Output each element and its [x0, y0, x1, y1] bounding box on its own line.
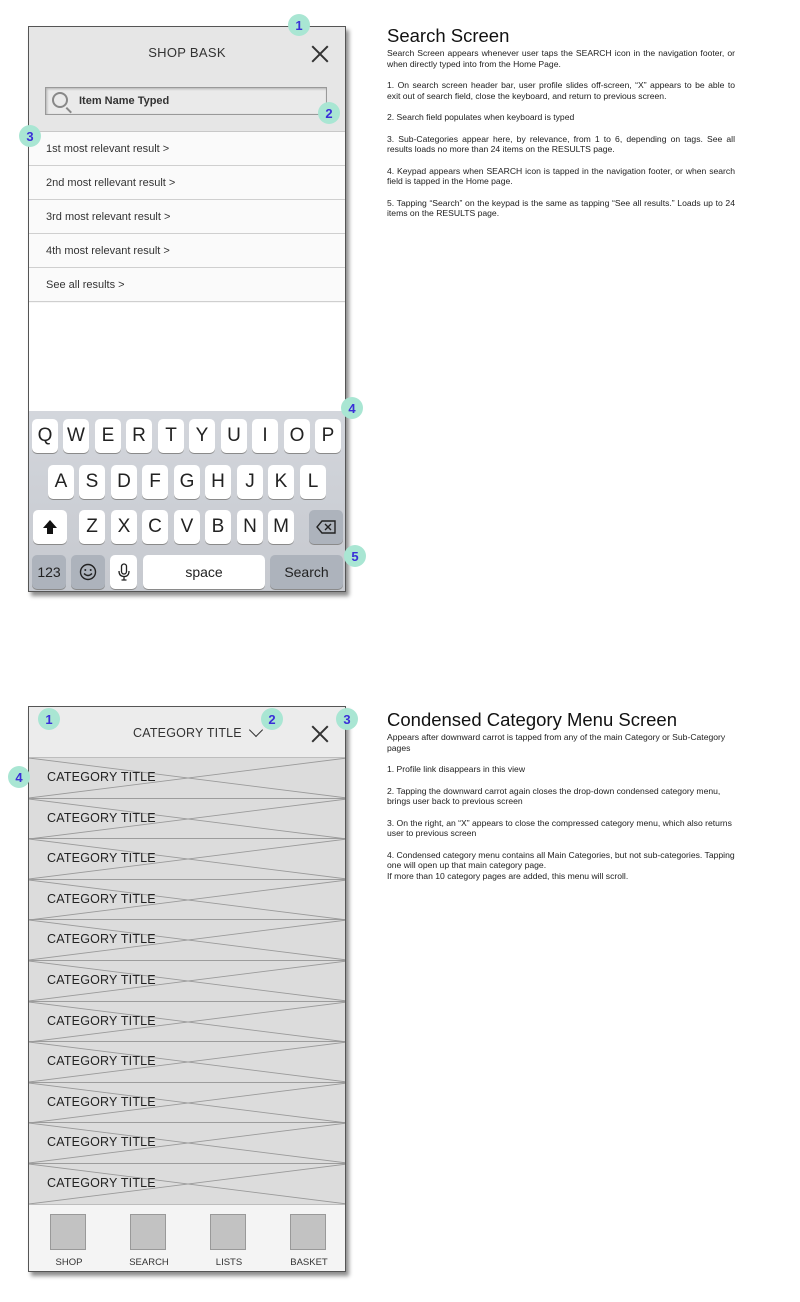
footer-label: LISTS	[215, 1257, 243, 1268]
category-row[interactable]	[29, 880, 345, 921]
empty-space	[29, 303, 345, 411]
category-row[interactable]	[29, 758, 345, 799]
annotation-badge-2: 2	[261, 708, 283, 730]
numbers-key[interactable]: 123	[32, 555, 66, 589]
category-row[interactable]	[29, 1164, 345, 1205]
keyboard	[29, 411, 345, 592]
key-m[interactable]: M	[268, 510, 294, 544]
notes-paragraph: 4. Condensed category menu contains all Main Categories, but not sub-categories. Tapping one will open up that main category page. If more than 10 category pages are added, this menu will scroll.	[387, 849, 735, 881]
notes-paragraph: 3. Sub-Categories appear here, by relevance, from 1 to 6, depending on tags. See all results loads no more than 24 items on the RESULTS page.	[387, 133, 735, 155]
category-row-label: CATEGORY TITLE	[47, 1135, 156, 1150]
shift-key[interactable]	[33, 510, 67, 544]
see-all-results-link[interactable]: See all results >	[29, 268, 345, 302]
category-row-label: CATEGORY TITLE	[47, 1176, 156, 1190]
search-icon	[52, 92, 68, 108]
key-r[interactable]: R	[126, 419, 152, 453]
footer-basket[interactable]	[269, 1205, 346, 1272]
category-row-label: CATEGORY TITLE	[47, 1054, 156, 1069]
notes-paragraph: Appears after downward carrot is tapped from any of the main Category or Sub-Category pages	[387, 732, 726, 753]
footer-label: SHOP	[55, 1257, 83, 1268]
annotation-badge-1: 1	[288, 14, 310, 36]
category-row[interactable]	[29, 1083, 345, 1124]
shift-icon	[42, 519, 58, 535]
search-result-item[interactable]: 4th most relevant result >	[29, 234, 345, 268]
category-row[interactable]	[29, 1042, 345, 1083]
notes-paragraph: 3. On the right, an “X” appears to close the compressed category menu, which also returns user to previous screen	[387, 817, 732, 839]
annotation-badge-4: 4	[8, 766, 30, 788]
key-y[interactable]: Y	[189, 419, 215, 453]
footer-search[interactable]	[109, 1205, 189, 1272]
key-v[interactable]: V	[174, 510, 200, 544]
category-screen-notes	[387, 710, 735, 892]
annotation-badge-4: 4	[341, 397, 363, 419]
search-input[interactable]	[45, 87, 327, 115]
key-w[interactable]: W	[63, 419, 89, 453]
notes-paragraph: 5. Tapping “Search” on the keypad is the same as tapping “See all results.” Loads up to 24 items on the RESULTS page.	[387, 197, 735, 219]
emoji-icon	[79, 563, 97, 581]
key-z[interactable]: Z	[79, 510, 105, 544]
notes-paragraph: 4. Keypad appears when SEARCH icon is tapped in the navigation footer, or when search field is tapped in the Home page.	[387, 165, 735, 187]
search-input-value: Item Name Typed	[79, 95, 170, 107]
category-row-label: CATEGORY TITLE	[47, 932, 156, 947]
key-j[interactable]: J	[237, 465, 263, 499]
lists-icon	[210, 1214, 246, 1250]
key-g[interactable]: G	[174, 465, 200, 499]
footer-label: BASKET	[290, 1257, 328, 1268]
key-p[interactable]: P	[315, 419, 341, 453]
key-n[interactable]: N	[237, 510, 263, 544]
category-menu-mockup	[28, 706, 346, 1272]
notes-title: Condensed Category Menu Screen	[387, 709, 678, 730]
space-key[interactable]: space	[143, 555, 265, 589]
notes-paragraph: Search Screen appears whenever user taps the SEARCH icon in the navigation footer, or when directly typed into from the Home Page.	[387, 48, 735, 69]
key-e[interactable]: E	[95, 419, 121, 453]
category-header-bar	[29, 707, 345, 758]
backspace-icon	[316, 520, 336, 534]
category-row-label: CATEGORY TITLE	[47, 1013, 156, 1028]
annotation-badge-1: 1	[38, 708, 60, 730]
key-c[interactable]: C	[142, 510, 168, 544]
search-screen-notes	[387, 26, 735, 230]
category-row-label: CATEGORY TITLE	[47, 973, 156, 987]
footer-label: SEARCH	[129, 1257, 169, 1268]
category-row-label: CATEGORY TITLE	[47, 851, 156, 866]
footer-lists[interactable]	[189, 1205, 269, 1272]
basket-icon	[290, 1214, 326, 1250]
annotation-badge-3: 3	[19, 125, 41, 147]
search-result-item[interactable]: 2nd most rellevant result >	[29, 166, 345, 200]
search-key[interactable]: Search	[270, 555, 343, 589]
key-s[interactable]: S	[79, 465, 105, 499]
search-result-item[interactable]: 1st most relevant result >	[29, 132, 345, 166]
search-icon	[130, 1214, 166, 1250]
key-x[interactable]: X	[111, 510, 137, 544]
key-o[interactable]: O	[284, 419, 310, 453]
notes-paragraph: 2. Tapping the downward carrot again closes the drop-down condensed category menu, brings user back to previous screen	[387, 785, 721, 807]
key-d[interactable]: D	[111, 465, 137, 499]
notes-title: Search Screen	[387, 25, 510, 46]
notes-paragraph: 2. Search field populates when keyboard is typed	[387, 112, 575, 123]
category-row[interactable]	[29, 799, 345, 840]
category-row[interactable]	[29, 920, 345, 961]
category-row[interactable]	[29, 1002, 345, 1043]
category-row[interactable]	[29, 839, 345, 880]
close-icon[interactable]	[311, 45, 329, 63]
key-u[interactable]: U	[221, 419, 247, 453]
category-title: CATEGORY TITLE	[133, 726, 242, 740]
key-h[interactable]: H	[205, 465, 231, 499]
chevron-down-icon[interactable]	[249, 723, 263, 737]
key-t[interactable]: T	[158, 419, 184, 453]
key-b[interactable]: B	[205, 510, 231, 544]
key-i[interactable]: I	[252, 419, 278, 453]
footer-shop[interactable]	[29, 1205, 109, 1272]
navigation-footer	[29, 1204, 345, 1272]
search-bar-area	[29, 79, 345, 132]
notes-paragraph: 1. On search screen header bar, user profile slides off-screen, “X” appears to be able to exit out of search field, close the keyboard, and return to previous screen.	[387, 80, 735, 101]
key-l[interactable]: L	[300, 465, 326, 499]
category-row[interactable]	[29, 961, 345, 1002]
category-row-label: CATEGORY TITLE	[47, 1094, 156, 1109]
key-q[interactable]: Q	[32, 419, 58, 453]
backspace-key[interactable]	[309, 510, 343, 544]
search-result-item[interactable]: 3rd most relevant result >	[29, 200, 345, 234]
key-f[interactable]: F	[142, 465, 168, 499]
microphone-icon	[117, 563, 131, 581]
annotation-badge-3: 3	[336, 708, 358, 730]
shop-icon	[50, 1214, 86, 1250]
key-a[interactable]: A	[48, 465, 74, 499]
emoji-key[interactable]	[71, 555, 105, 589]
category-row[interactable]	[29, 1123, 345, 1164]
category-row-label: CATEGORY TITLE	[47, 810, 156, 825]
notes-paragraph: 1. Profile link disappears in this view	[387, 764, 526, 775]
dictation-key[interactable]	[110, 555, 137, 589]
category-row-label: CATEGORY TITLE	[47, 770, 156, 784]
annotation-badge-2: 2	[318, 102, 340, 124]
key-k[interactable]: K	[268, 465, 294, 499]
app-title: SHOP BASK	[148, 45, 226, 60]
close-icon[interactable]	[311, 725, 329, 743]
search-screen-mockup	[28, 26, 346, 592]
annotation-badge-5: 5	[344, 545, 366, 567]
category-row-label: CATEGORY TITLE	[47, 891, 156, 906]
